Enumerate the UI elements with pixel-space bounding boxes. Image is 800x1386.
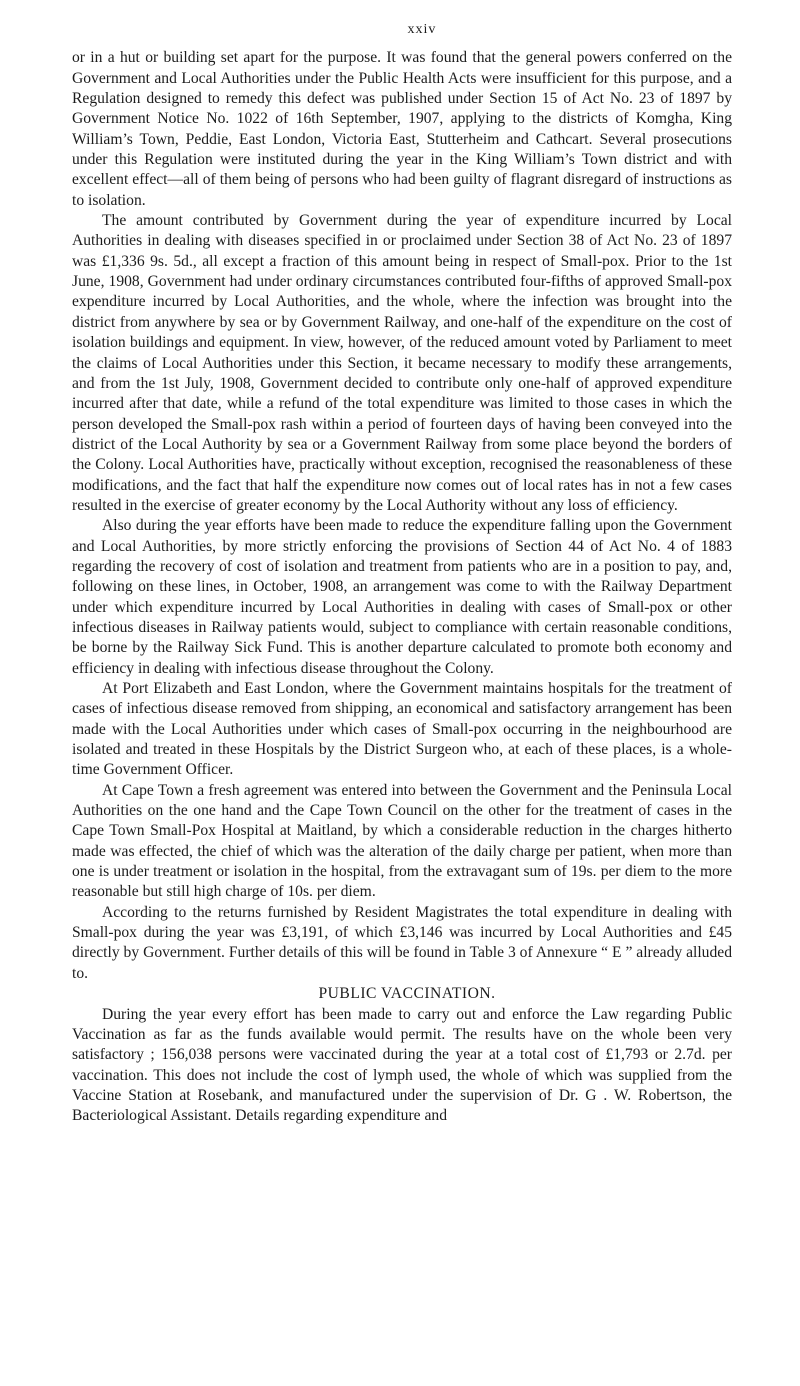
paragraph-public-vaccination: During the year every effort has been made to carry out and enforce the Law regarding Public Vaccination as far as the funds available would permit. The results have on the whole been very satisfactory ; 156,038 persons were vaccinated during the year at a total cost of £1,793 or 2.7d. per vaccination. This does not include the cost of lymph used, the whole of which was supplied from the Vaccine Station at Rosebank, and manufactured under the supervision of Dr. G . W. Robertson, the Bacteriological Assistant. Details regarding expenditure and: [72, 1005, 732, 1125]
paragraph-total-expenditure: According to the returns furnished by Resident Magistrates the total expenditure in dealing with Small-pox during the year was £3,191, of which £3,146 was incurred by Local Authorities and £45 directly by Government. Further details of this will be found in Table 3 of Annexure “ E ” already alluded to.: [72, 903, 732, 982]
paragraph-cape-town-agreement: At Cape Town a fresh agreement was entered into between the Government and the Peninsula Local Authorities on the one hand and the Cape Town Council on the other for the treatment of cases in the Cape Town Small-Pox Hospital at Maitland, by which a considerable reduction in the charges hitherto made was effected, the chief of which was the alteration of the daily charge per patient, when more than one is under treatment or isolation in the hospital, from the extravagant sum of 19s. per diem to the more reasonable but still high charge of 10s. per diem.: [72, 781, 732, 901]
paragraph-expenditure-reduction: Also during the year efforts have been made to reduce the expenditure falling upon the Government and Local Authorities, by more strictly enforcing the provisions of Section 44 of Act No. 4 of 1883 regarding the recovery of cost of isolation and treatment from patients who are in a position to pay, and, following on these lines, in October, 1908, an arrangement was come to with the Railway Department under which expenditure incurred by Local Authorities in dealing with cases of Small-pox or other infectious diseases in Railway patients would, subject to compliance with certain reasonable conditions, be borne by the Railway Sick Fund. This is another departure calculated to promote both economy and efficiency in dealing with infectious disease throughout the Colony.: [72, 517, 732, 677]
document-page: [72, 20, 732, 1127]
section-heading-public-vaccination: PUBLIC VACCINATION.: [318, 985, 496, 1003]
page-number: xxiv: [407, 22, 437, 37]
paragraph-port-elizabeth-east-london: At Port Elizabeth and East London, where the Government maintains hospitals for the treatment of cases of infectious disease removed from shipping, an economical and satisfactory arrangement has been made with the Local Authorities under which cases of Small-pox occurring in the neighbourhood are isolated and treated in these Hospitals by the District Surgeon who, at each of these places, is a whole-time Government Officer.: [72, 680, 732, 779]
paragraph-government-contribution: The amount contributed by Government during the year of expenditure incurred by Local Authorities in dealing with diseases specified in or proclaimed under Section 38 of Act No. 23 of 1897 was £1,336 9s. 5d., all except a fraction of this amount being in respect of Small-pox. Prior to the 1st June, 1908, Government had under ordinary circumstances contributed four-fifths of approved Small-pox expenditure incurred by Local Authorities, and the whole, where the infection was brought into the district from anywhere by sea or by Government Railway, and one-half of the expenditure on the cost of isolation buildings and equipment. In view, however, of the reduced amount voted by Parliament to meet the claims of Local Authorities under this Section, it became necessary to modify these arrangements, and from the 1st July, 1908, Government decided to contribute only one-half of approved expenditure incurred after that date, while a refund of the total expenditure was limited to those cases in which the person developed the Small-pox rash within a period of fourteen days of having been conveyed into the district of the Local Authority by sea or a Government Railway from some place beyond the borders of the Colony. Local Authorities have, practically without exception, recognised the reasonableness of these modifications, and the fact that half the expenditure now comes out of local rates has in not a few cases resulted in the exercise of greater economy by the Local Authority without any loss of efficiency.: [72, 212, 732, 514]
paragraph-isolation-regulation: or in a hut or building set apart for the purpose. It was found that the general powers conferred on the Government and Local Authorities under the Public Health Acts were insufficient for this purpose, and a Regulation designed to remedy this defect was published under Section 15 of Act No. 23 of 1897 by Government Notice No. 1022 of 16th September, 1907, applying to the districts of Komgha, King William’s Town, Peddie, East London, Victoria East, Stutterheim and Cathcart. Several prosecutions under this Regulation were instituted during the year in the King William’s Town district and with excellent effect—all of them being of persons who had been guilty of flagrant disregard of instructions as to isolation.: [72, 49, 732, 209]
